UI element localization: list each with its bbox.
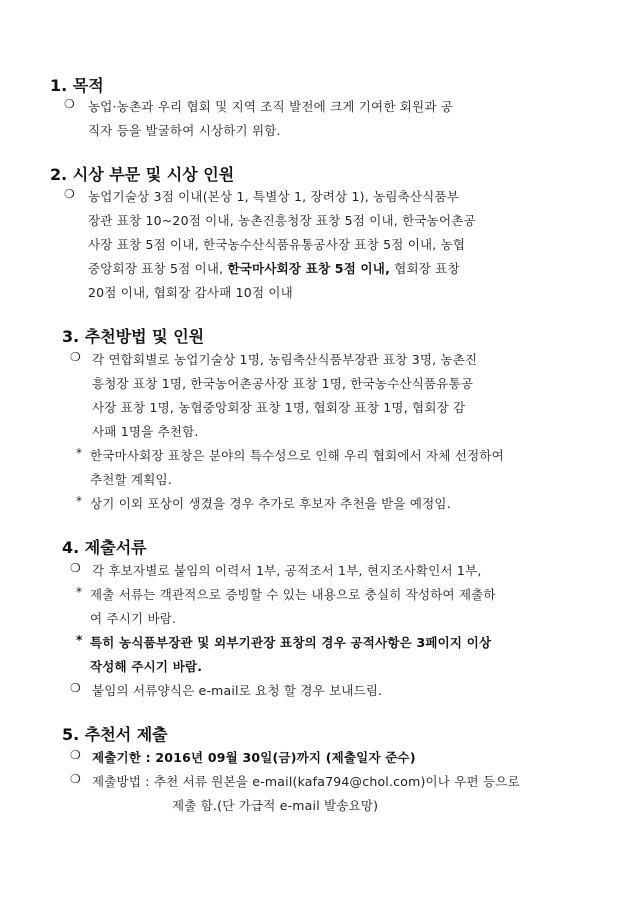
asterisk-icon: * <box>76 633 83 647</box>
s2-line-4-bold: 한국마사회장 표창 5점 이내, <box>227 261 391 276</box>
bullet-icon: ❍ <box>70 772 81 786</box>
s4-note-2-line-1: 특히 농식품부장관 및 외부기관장 표창의 경우 공적사항은 3페이지 이상 <box>90 635 492 650</box>
s2-line-5: 20점 이내, 협회장 감사패 10점 이내 <box>88 285 293 300</box>
bullet-icon: ❍ <box>70 350 81 364</box>
section-3-title: 3. 추천방법 및 인원 <box>62 327 205 346</box>
s2-line-2: 장관 표창 10~20점 이내, 농촌진흥청장 표창 5점 이내, 한국농어촌공 <box>88 213 476 228</box>
bullet-icon: ❍ <box>64 187 75 201</box>
s3-note-1-line-1: 한국마사회장 표창은 분야의 특수성으로 인해 우리 협회에서 자체 선정하여 <box>90 448 504 463</box>
s3-line-4: 사패 1명을 추천함. <box>92 424 199 439</box>
section-5-title: 5. 추천서 제출 <box>62 725 168 744</box>
s5-method-line-1: 제출방법 : 추천 서류 원본을 e-mail(kafa794@chol.com)이나 우편 등으로 <box>92 774 520 789</box>
section-4-title: 4. 제출서류 <box>62 538 147 557</box>
asterisk-icon: * <box>76 585 82 599</box>
s4-line-2: 붙임의 서류양식은 e-mail로 요청 할 경우 보내드림. <box>92 683 383 698</box>
s3-line-2: 흥청장 표창 1명, 한국농어촌공사장 표창 1명, 한국농수산식품유통공 <box>92 376 474 391</box>
bullet-icon: ❍ <box>64 97 75 111</box>
s2-line-4-pre: 중앙회장 표창 5점 이내, <box>88 261 228 276</box>
s4-note-2-line-2: 작성해 주시기 바람. <box>90 659 203 674</box>
s1-line-2: 직자 등을 발굴하여 시상하기 위함. <box>88 123 281 138</box>
s4-line-1: 각 후보자별로 붙임의 이력서 1부, 공적조서 1부, 현지조사확인서 1부, <box>92 563 482 578</box>
s4-note-1-line-2: 여 주시기 바람. <box>90 611 177 626</box>
s2-line-1: 농업기술상 3점 이내(본상 1, 특별상 1, 장려상 1), 농림축산식품부 <box>88 189 459 204</box>
section-2-title: 2. 시상 부문 및 시상 인원 <box>50 165 235 184</box>
s1-line-1: 농업·농촌과 우리 협회 및 지역 조직 발전에 크게 기여한 회원과 공 <box>88 99 454 114</box>
s3-line-3: 사장 표창 1명, 농협중앙회장 표창 1명, 협회장 표창 1명, 협회장 감 <box>92 400 466 415</box>
s3-note-2: 상기 이외 포상이 생겼을 경우 추가로 후보자 추천을 받을 예정임. <box>90 496 451 511</box>
asterisk-icon: * <box>76 446 82 460</box>
asterisk-icon: * <box>76 494 82 508</box>
bullet-icon: ❍ <box>70 748 81 762</box>
bullet-icon: ❍ <box>70 561 81 575</box>
bullet-icon: ❍ <box>70 681 81 695</box>
s5-method-line-2: 제출 함.(단 가급적 e-mail 발송요망) <box>172 798 379 813</box>
s4-note-1-line-1: 제출 서류는 객관적으로 증빙할 수 있는 내용으로 충실히 작성하여 제출하 <box>90 587 496 602</box>
s5-deadline: 제출기한 : 2016년 09월 30일(금)까지 (제출일자 준수) <box>92 750 416 765</box>
s2-line-4-post: 협회장 표창 <box>390 261 460 276</box>
s2-line-3: 사장 표창 5점 이내, 한국농수산식품유통공사장 표창 5점 이내, 농협 <box>88 237 466 252</box>
s3-note-1-line-2: 추천할 계획임. <box>90 472 172 487</box>
s2-line-4 <box>88 259 460 277</box>
s3-line-1: 각 연합회별로 농업기술상 1명, 농림축산식품부장관 표창 3명, 농촌진 <box>92 352 478 367</box>
section-1-title: 1. 목적 <box>50 76 104 95</box>
